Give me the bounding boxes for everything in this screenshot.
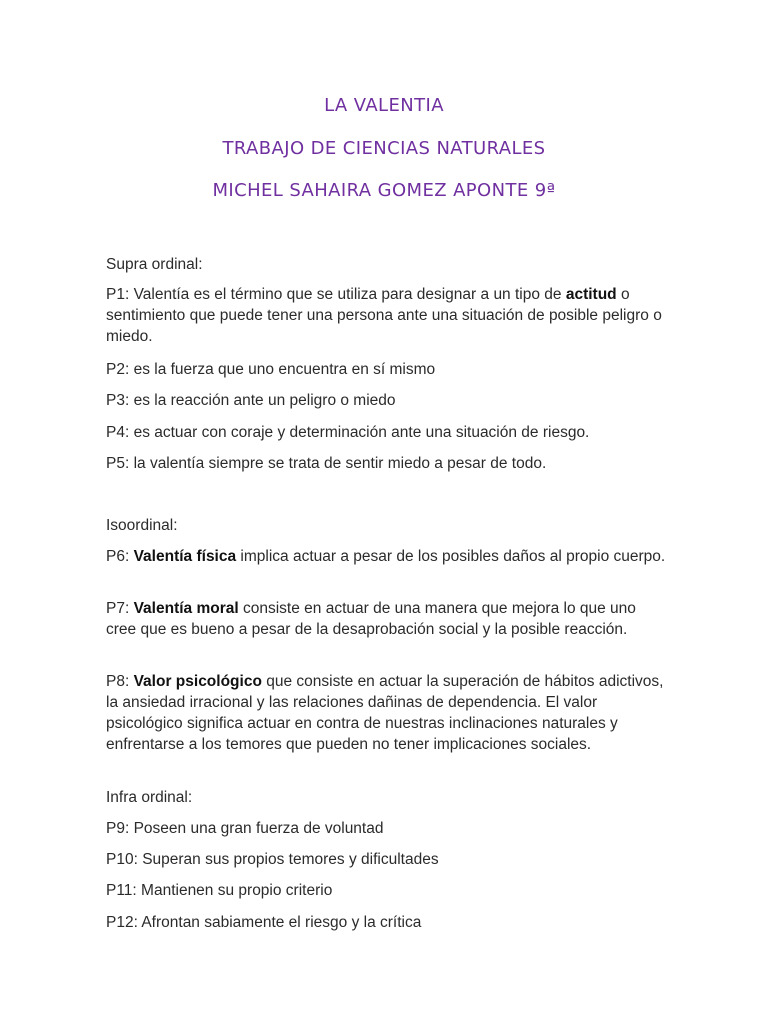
paragraph-p10: P10: Superan sus propios temores y dificultades	[106, 851, 439, 868]
paragraph-p6	[106, 546, 666, 567]
section-heading-infra: Infra ordinal:	[106, 789, 193, 806]
section-heading-iso: Isoordinal:	[106, 517, 178, 534]
p1-bold-term: actitud	[565, 286, 617, 303]
paragraph-p12: P12: Afrontan sabiamente el riesgo y la crítica	[106, 914, 422, 931]
document-subtitle: TRABAJO DE CIENCIAS NATURALES	[222, 138, 546, 159]
paragraph-p4: P4: es actuar con coraje y determinación ante una situación de riesgo.	[106, 424, 590, 441]
document-author: MICHEL SAHAIRA GOMEZ APONTE 9ª	[212, 180, 556, 201]
p6-bold-term: Valentía física	[133, 548, 237, 565]
p8-text-prefix: P8:	[106, 673, 134, 690]
p1-text-prefix: P1: Valentía es el término que se utiliza para designar a un tipo de	[106, 286, 566, 303]
document-title: LA VALENTIA	[324, 95, 444, 116]
paragraph-p11: P11: Mantienen su propio criterio	[106, 882, 333, 899]
paragraph-p3: P3: es la reacción ante un peligro o miedo	[106, 392, 396, 409]
paragraph-p5: P5: la valentía siempre se trata de sentir miedo a pesar de todo.	[106, 455, 547, 472]
p7-text-suffix: consiste en actuar de una manera que mejora lo que uno cree que es bueno a pesar de la desaprobación social y la posible reacción.	[106, 600, 636, 638]
p8-bold-term: Valor psicológico	[133, 673, 262, 690]
p6-text-suffix: implica actuar a pesar de los posibles daños al propio cuerpo.	[236, 548, 666, 565]
paragraph-p9: P9: Poseen una gran fuerza de voluntad	[106, 820, 384, 837]
paragraph-p8	[106, 671, 666, 755]
paragraph-p1	[106, 284, 666, 347]
section-heading-supra: Supra ordinal:	[106, 256, 203, 273]
p7-text-prefix: P7:	[106, 600, 134, 617]
p7-bold-term: Valentía moral	[133, 600, 239, 617]
paragraph-p7	[106, 598, 666, 640]
p8-text-suffix: que consiste en actuar la superación de hábitos adictivos, la ansiedad irracional y las relaciones dañinas de dependencia. El valor psicológico significa actuar en contra de nuestras inclinaciones naturales y enfrentarse a los temores que pueden no tener implicaciones sociales.	[106, 673, 664, 753]
p6-text-prefix: P6:	[106, 548, 134, 565]
paragraph-p2: P2: es la fuerza que uno encuentra en sí mismo	[106, 361, 436, 378]
p1-text-suffix: o sentimiento que puede tener una persona ante una situación de posible peligro o miedo.	[106, 286, 662, 345]
